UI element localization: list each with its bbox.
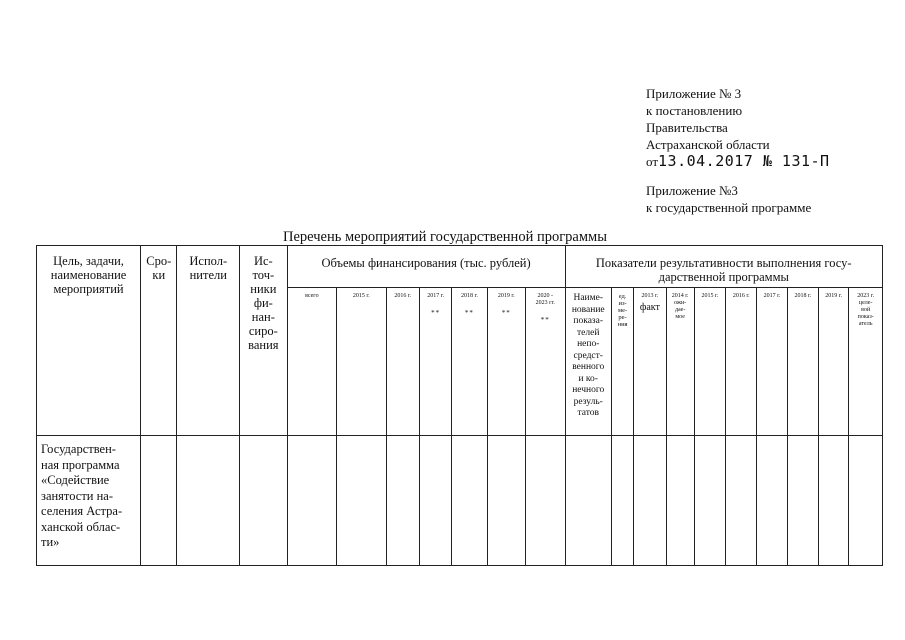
header-indicators: Показатели результативности выполнения госу- дарственной программы: [565, 246, 883, 288]
appendix-date-line: [646, 153, 830, 170]
table-cell: [419, 436, 451, 566]
measures-table: [36, 245, 883, 566]
header-sources: Ис- точ- ники фи- нан- сиро- вания: [240, 246, 287, 436]
header-goal: Цель, задачи, наименование мероприятий: [37, 246, 141, 436]
funding-col-2020-2023: 2020 - 2023 гг. **: [526, 288, 566, 436]
appendix-line: к государственной программе: [646, 200, 812, 215]
footnote-mark: **: [431, 309, 441, 317]
indicator-col-2017: 2017 г.: [757, 288, 787, 436]
appendix-line: Приложение №3: [646, 183, 738, 198]
indicator-col-2019: 2019 г.: [819, 288, 849, 436]
table-cell: [787, 436, 818, 566]
appendix-line: Приложение № 3: [646, 86, 742, 101]
date-stamp: 13.04.2017 № 131-П: [658, 152, 830, 170]
header-terms: Сро- ки: [141, 246, 177, 436]
appendix-line: к постановлению: [646, 103, 743, 118]
appendix-block: [646, 85, 830, 216]
table-cell: [694, 436, 725, 566]
table-row: [37, 436, 883, 566]
table-cell: [287, 436, 337, 566]
table-cell: [565, 436, 611, 566]
table-cell: [819, 436, 849, 566]
table-cell: [526, 436, 566, 566]
appendix-line: Астраханской области: [646, 137, 770, 152]
table-cell: [849, 436, 883, 566]
table-cell: [177, 436, 240, 566]
table-cell: [634, 436, 666, 566]
table-cell: [487, 436, 525, 566]
table-cell: [452, 436, 487, 566]
indicator-col-name: Наиме- нование показа- телей непо- средст- венного и ко- нечного резуль- татов: [565, 288, 611, 436]
funding-col-2019: 2019 г. **: [487, 288, 525, 436]
date-prefix: от: [646, 154, 659, 169]
indicator-col-unit: ед. из- ме- ре- ния: [611, 288, 633, 436]
table-cell: [757, 436, 787, 566]
indicator-col-2013: 2013 г. факт: [634, 288, 666, 436]
table-cell: [141, 436, 177, 566]
funding-col-2016: 2016 г.: [386, 288, 419, 436]
table-cell: [666, 436, 694, 566]
funding-col-total: всего: [287, 288, 337, 436]
table-cell: [726, 436, 757, 566]
appendix-line: Правительства: [646, 120, 728, 135]
document-title: Перечень мероприятий государственной программы: [283, 229, 607, 245]
indicator-col-2014: 2014 г. ожи- дае- мое: [666, 288, 694, 436]
row-goal-cell: Государствен- ная программа «Содействие занятости на- селения Астра- ханской облас- ти»: [37, 436, 141, 566]
header-funding: Объемы финансирования (тыс. рублей): [287, 246, 565, 288]
indicator-2013-fact: факт: [639, 302, 660, 313]
table-cell: [386, 436, 419, 566]
footnote-mark: **: [501, 309, 511, 317]
indicator-col-2016: 2016 г.: [726, 288, 757, 436]
indicator-col-2023: 2023 г. целе- вой показ- атель: [849, 288, 883, 436]
funding-col-2017: 2017 г. **: [419, 288, 451, 436]
table-cell: [337, 436, 387, 566]
funding-col-2015: 2015 г.: [337, 288, 387, 436]
funding-col-2018: 2018 г. **: [452, 288, 487, 436]
indicator-col-2018: 2018 г.: [787, 288, 818, 436]
table-cell: [611, 436, 633, 566]
footnote-mark: **: [540, 316, 550, 324]
header-executors: Испол- нители: [177, 246, 240, 436]
table-cell: [240, 436, 287, 566]
footnote-mark: **: [464, 309, 474, 317]
indicator-col-2015: 2015 г.: [694, 288, 725, 436]
